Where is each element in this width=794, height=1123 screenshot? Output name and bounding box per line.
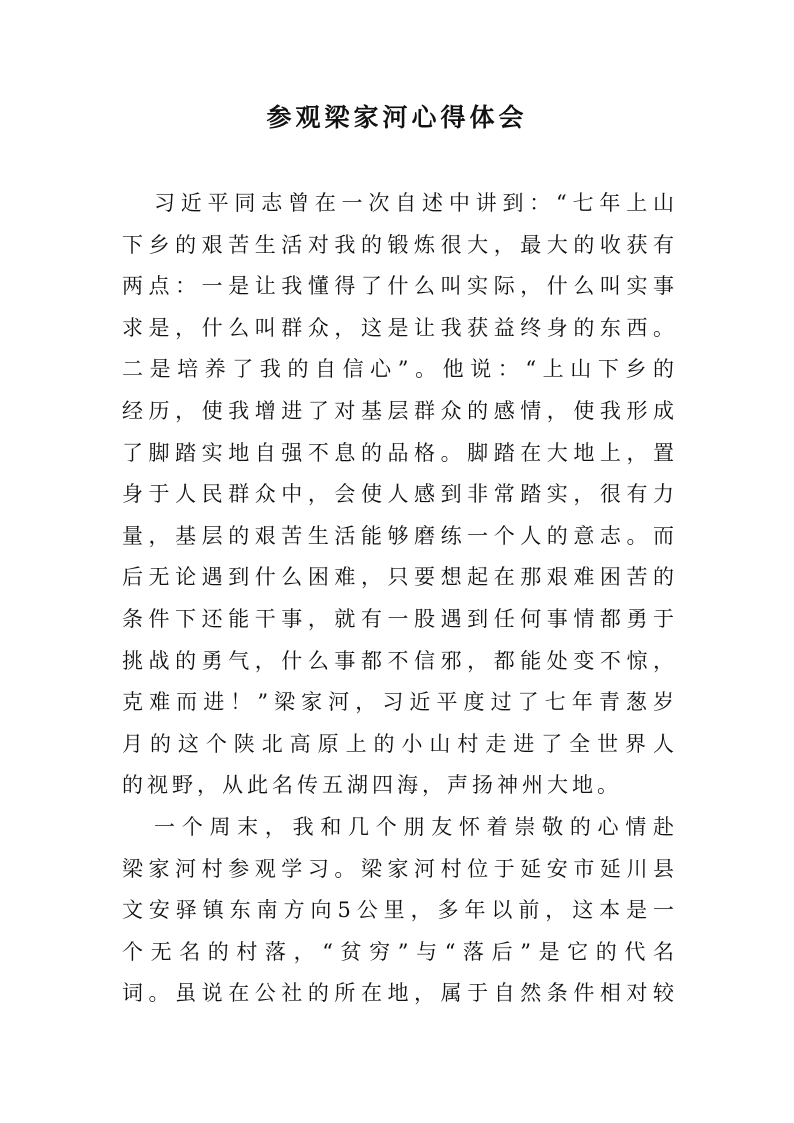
paragraph-line: 梁家河村参观学习。梁家河村位于延安市延川县 xyxy=(122,856,674,881)
paragraph-line: 求是，什么叫群众，这是让我获益终身的东西。 xyxy=(122,315,674,340)
paragraph-line: 身于人民群众中，会使人感到非常踏实，很有力 xyxy=(122,482,674,507)
paragraph-line: 经历，使我增进了对基层群众的感情，使我形成 xyxy=(122,398,674,423)
paragraph-line: 个无名的村落，“贫穷”与“落后”是它的代名 xyxy=(122,939,674,964)
paragraph-line: 的视野，从此名传五湖四海，声扬神州大地。 xyxy=(122,773,622,798)
paragraph-line: 克难而进！”梁家河，习近平度过了七年青葱岁 xyxy=(122,690,674,715)
paragraph-line: 一个周末，我和几个朋友怀着崇敬的心情赴 xyxy=(154,814,674,839)
paragraph-line: 习近平同志曾在一次自述中讲到：“七年上山 xyxy=(154,191,674,215)
document-title: 参观梁家河心得体会 xyxy=(266,103,528,132)
paragraph-line: 了脚踏实地自强不息的品格。脚踏在大地上，置 xyxy=(122,440,674,465)
paragraph-line: 后无论遇到什么困难，只要想起在那艰难困苦的 xyxy=(122,565,674,590)
paragraph-line: 量，基层的艰苦生活能够磨练一个人的意志。而 xyxy=(122,523,674,548)
paragraph-line: 挑战的勇气，什么事都不信邪，都能处变不惊， xyxy=(122,648,674,673)
paragraph-line: 两点：一是让我懂得了什么叫实际，什么叫实事 xyxy=(122,274,674,299)
paragraph-line: 下乡的艰苦生活对我的锻炼很大，最大的收获有 xyxy=(122,232,674,257)
paragraph-1 xyxy=(122,183,674,807)
paragraph-line: 条件下还能干事，就有一股遇到任何事情都勇于 xyxy=(122,606,674,631)
paragraph-2 xyxy=(122,807,674,1015)
paragraph-line: 文安驿镇东南方向5公里，多年以前，这本是一 xyxy=(122,898,674,923)
paragraph-line: 月的这个陕北高原上的小山村走进了全世界人 xyxy=(122,731,674,756)
document-body xyxy=(122,183,674,1015)
paragraph-line: 二是培养了我的自信心”。他说：“上山下乡的 xyxy=(122,357,674,382)
paragraph-line: 词。虽说在公社的所在地，属于自然条件相对较 xyxy=(122,981,674,1006)
